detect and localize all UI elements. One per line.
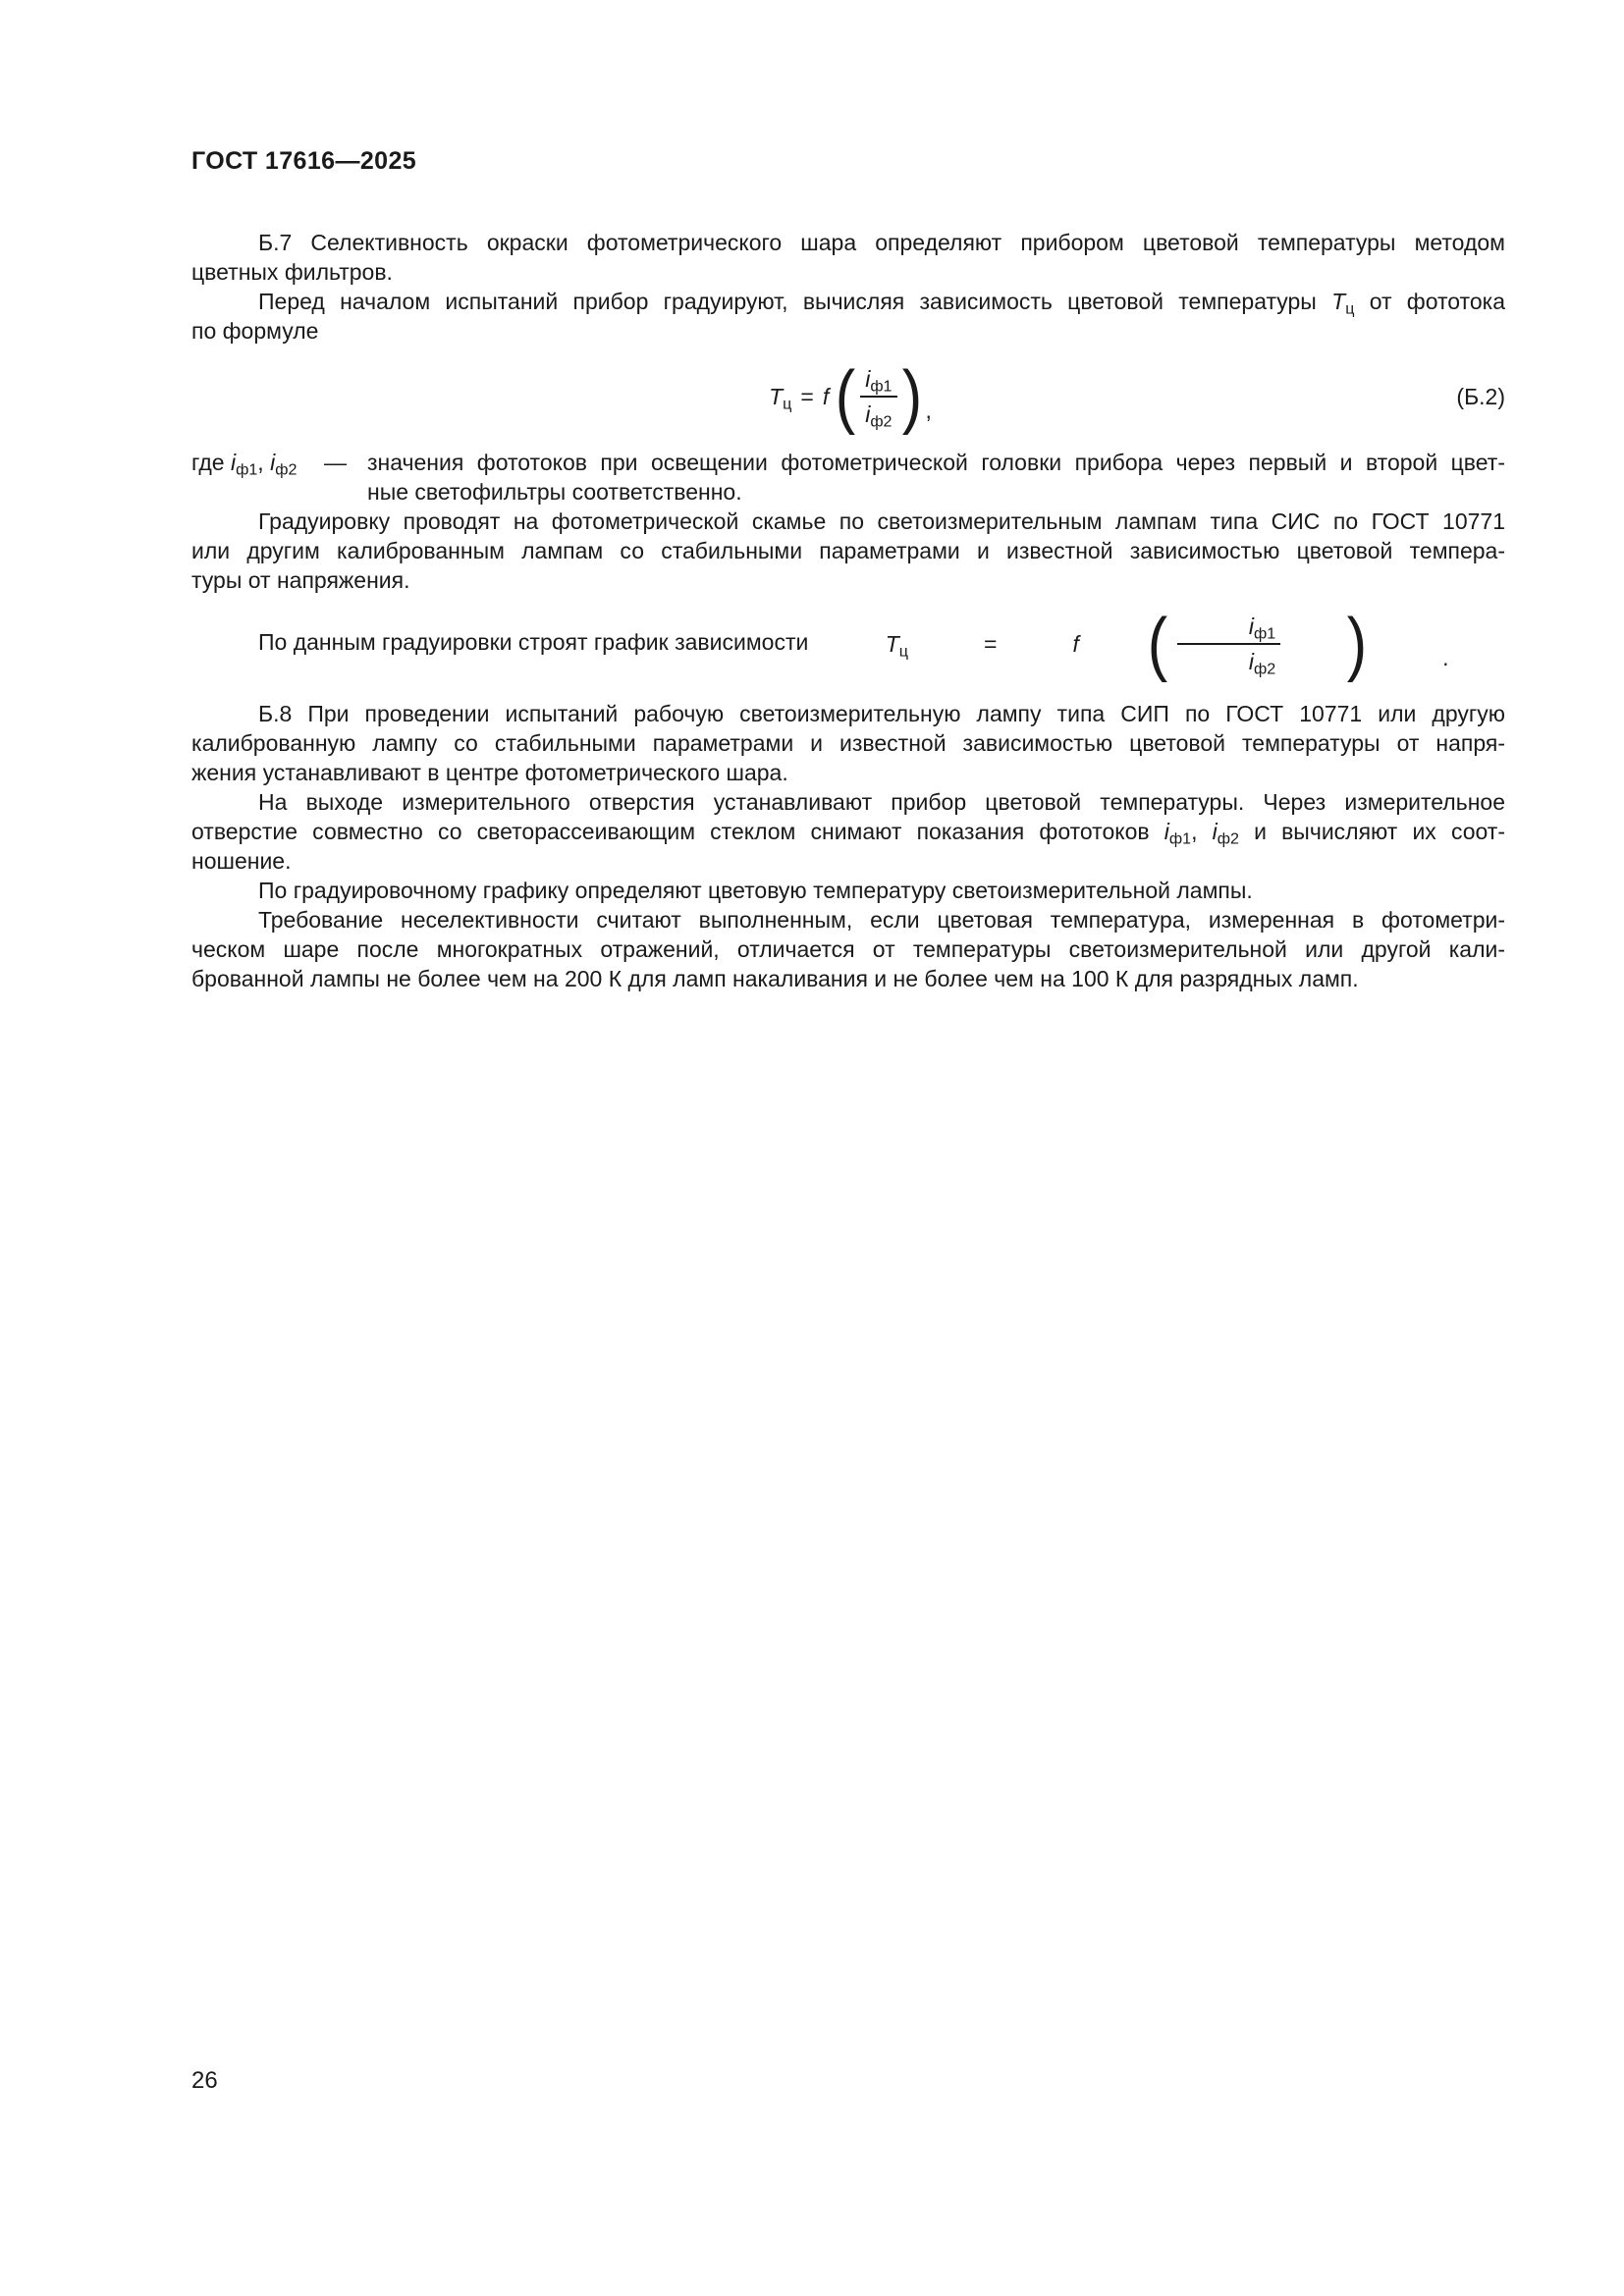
text-line: цветных фильтров. <box>191 259 393 285</box>
math-variable: $i_{ф1}$ <box>865 366 893 396</box>
math-formula: $T_ц$ = f ( $i_{ф1}$ $i_{ф2}$ ) , <box>769 357 932 436</box>
where-definition <box>367 448 1505 507</box>
paragraph-graph-with-inline-formula <box>191 595 1505 699</box>
text-line: значения фототоков при освещении фотометрической головки прибора через первый и второй цвет- <box>367 450 1505 475</box>
text-line: По градуировочному графику определяют цветовую температуру светоизмерительной лампы. <box>258 878 1253 903</box>
text-line: туры от напряжения. <box>191 567 410 593</box>
text-line: По данным градуировки строят график зависимости $T_ц$ = f ( $i_{ф1}$ $i_{ф2}$ ) . <box>258 605 1449 683</box>
paragraph-nonselectivity-requirement <box>191 905 1505 993</box>
page-number: 26 <box>191 2067 218 2094</box>
math-variable: $i_{ф2}$ <box>270 450 298 479</box>
paragraph-b8-test-procedure <box>191 699 1505 787</box>
document-header: ГОСТ 17616—2025 <box>191 147 417 175</box>
math-variable: $i_{ф1}$ <box>1164 819 1192 848</box>
math-variable: $T_ц$ <box>885 631 909 661</box>
math-variable: $i_{ф2}$ <box>1212 819 1239 848</box>
paragraph-graduation-graph <box>191 876 1505 905</box>
paragraph-graduation-bench <box>191 507 1505 595</box>
text-line: отверстие совместно со светорассеивающим стеклом снимают показания фототоков $i_{ф1}$, $i_{ф2}$ и вычисляют их соот- <box>191 819 1505 848</box>
math-variable: $i_{ф2}$ <box>1248 649 1276 678</box>
text-line: или другим калиброванным лампам со стабильными параметрами и известной зависимостью цветовой темпера- <box>191 538 1505 563</box>
paragraph-b7-selectivity <box>191 228 1505 287</box>
where-dash: — <box>324 450 347 475</box>
formula-b2-expression <box>765 357 932 436</box>
math-variable: $T_ц$ <box>769 384 792 413</box>
text-line: калиброванную лампу со стабильными параметрами и известной зависимостью цветовой температуры от напря- <box>191 730 1505 756</box>
text-line: Б.7 Селективность окраски фотометрического шара определяют прибором цветовой температуры методом <box>258 230 1505 255</box>
paragraph-calibration-intro <box>191 287 1505 346</box>
math-formula: $T_ц$ = f ( $i_{ф1}$ $i_{ф2}$ ) . <box>819 609 1449 679</box>
document-body <box>191 228 1505 993</box>
formula-b2-number: (Б.2) <box>1456 384 1505 409</box>
where-clause <box>191 448 1505 507</box>
text-line: Градуировку проводят на фотометрической скамье по светоизмерительным лампам типа СИС по ГОСТ 10771 <box>258 508 1505 534</box>
text-line: жения устанавливают в центре фотометрического шара. <box>191 760 788 785</box>
math-variable: $i_{ф2}$ <box>865 401 893 431</box>
text-line: На выходе измерительного отверстия устанавливают прибор цветовой температуры. Через измерительное <box>258 789 1505 815</box>
text-line: ные светофильтры соответственно. <box>367 479 742 505</box>
math-variable: $T_ц$ <box>1331 289 1355 318</box>
formula-b2 <box>191 346 1505 448</box>
text-line: брованной лампы не более чем на 200 К для ламп накаливания и не более чем на 100 К для разрядных ламп. <box>191 966 1359 991</box>
text-line: ческом шаре после многократных отражений, отличается от температуры светоизмерительной или другой кали- <box>191 936 1505 962</box>
paragraph-measuring-aperture <box>191 787 1505 876</box>
where-term: где $i_{ф1}$, $i_{ф2}$ <box>191 450 298 479</box>
text-line: по формуле <box>191 318 319 344</box>
math-variable: $i_{ф1}$ <box>230 450 258 479</box>
math-variable: $i_{ф1}$ <box>1248 614 1276 643</box>
text-line: ношение. <box>191 848 292 874</box>
text-line: Перед началом испытаний прибор градуируют, вычисляя зависимость цветовой температуры $T_ц$ от фототока <box>258 289 1505 318</box>
text-line: Б.8 При проведении испытаний рабочую светоизмерительную лампу типа СИП по ГОСТ 10771 или другую <box>258 701 1505 726</box>
text-line: Требование неселективности считают выполненным, если цветовая температура, измеренная в фотометри- <box>258 907 1505 933</box>
